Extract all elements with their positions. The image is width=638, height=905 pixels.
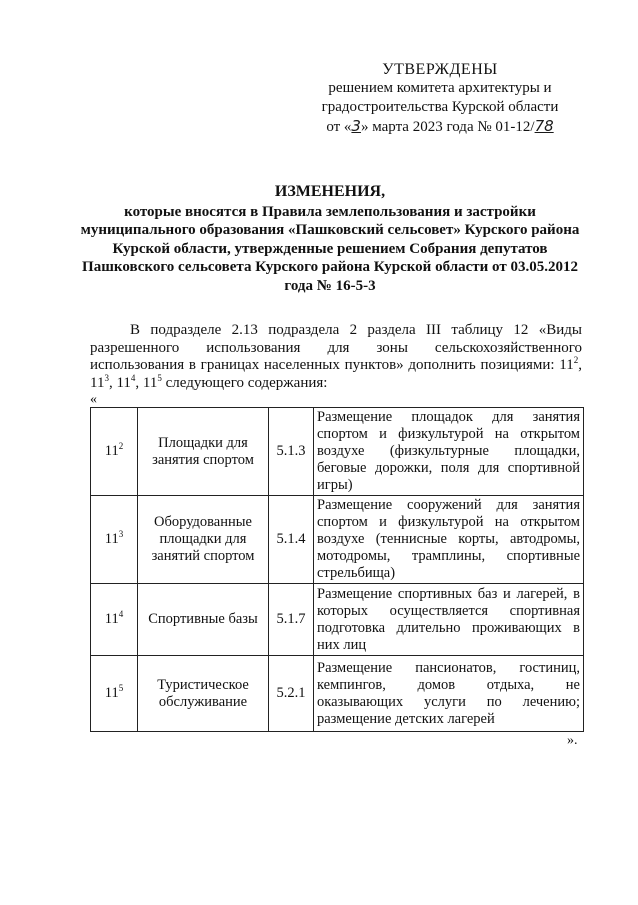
table-row [91, 584, 584, 656]
handwritten-number: 78 [534, 117, 554, 135]
use-code: 5.1.4 [269, 496, 314, 584]
use-code: 5.1.7 [269, 584, 314, 656]
title-heading: ИЗМЕНЕНИЯ, [274, 183, 386, 200]
date-prefix: от « [326, 119, 352, 135]
opening-quote: « [90, 392, 97, 407]
row-number: $11^4$ [91, 584, 138, 656]
document-title [80, 183, 580, 295]
use-name: Туристическое обслуживание [138, 656, 269, 732]
table-row [91, 656, 584, 732]
use-name: Оборудованные площадки для занятий спортом [138, 496, 269, 584]
approval-stamp [300, 60, 580, 137]
handwritten-day: 3 [351, 117, 361, 135]
use-code: 5.2.1 [269, 656, 314, 732]
permitted-use-table [90, 407, 584, 732]
intro-tail: следующего содержания: [161, 374, 328, 391]
position-item: $11^4$, [116, 372, 143, 391]
position-item: $11^3$, [90, 372, 117, 391]
position-item: $11^2$, [559, 355, 582, 373]
row-number: $11^5$ [91, 656, 138, 732]
date-middle: » марта 2023 года № 01-12/ [360, 119, 535, 135]
table-row [91, 408, 584, 496]
use-description: Размещение сооружений для занятия спортом и физкультурой на открытом воздухе (теннисные корты, автодромы, мотодромы, трамплины, спортивные стрельбища) [314, 496, 584, 584]
closing-quote: ». [567, 733, 578, 748]
title-subtitle: которые вносятся в Правила землепользования и застройки муниципального образования «Пашковский сельсовет» Курского района Курской области, утвержденные решением Собрания депутатов Пашковского сельсовета Курского района Курской области от 03.05.2012 года № 16-5-3 [80, 203, 580, 294]
use-code: 5.1.3 [269, 408, 314, 496]
table-row [91, 496, 584, 584]
intro-paragraph [90, 322, 582, 392]
use-description: Размещение спортивных баз и лагерей, в которых осуществляется спортивная подготовка длительно проживающих в них лиц [314, 584, 584, 656]
approval-heading: УТВЕРЖДЕНЫ [382, 61, 498, 78]
position-item: $11^5$ [142, 372, 162, 391]
approval-line-2: градостроительства Курской области [321, 99, 559, 115]
use-name: Площадки для занятия спортом [138, 408, 269, 496]
use-name: Спортивные базы [138, 584, 269, 656]
row-number: $11^3$ [91, 496, 138, 584]
row-number: $11^2$ [91, 408, 138, 496]
approval-line-1: решением комитета архитектуры и [328, 80, 552, 96]
use-description: Размещение площадок для занятия спортом и физкультурой на открытом воздухе (физкультурные площадки, беговые дорожки, поля для спортивной игры) [314, 408, 584, 496]
approval-date-line [300, 117, 580, 137]
use-description: Размещение пансионатов, гостиниц, кемпингов, домов отдыха, не оказывающих услуги по лечению; размещение детских лагерей [314, 656, 584, 732]
intro-text: В подразделе 2.13 подраздела 2 раздела III таблицу 12 «Виды разрешенного использования для зоны сельскохозяйственного использования в границах населенных пунктов» дополнить позициями: [90, 322, 582, 373]
